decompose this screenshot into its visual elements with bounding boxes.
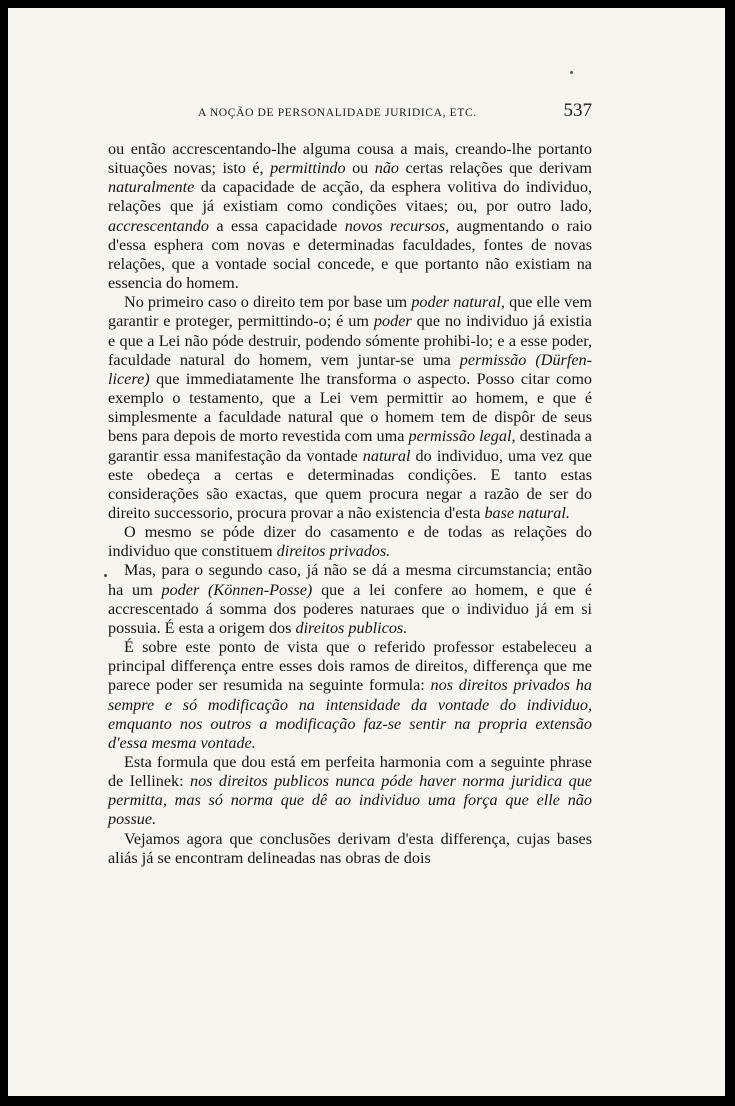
text-segment: que elle vem garantir e proteger, permittindo-o; é um [108, 293, 593, 331]
page-number: 537 [563, 100, 592, 121]
paragraph [108, 140, 592, 293]
text-segment: da capacidade de acção, da esphera volitiva do individuo, relações que já existiam como condições vitaes; ou, por outro lado, [108, 178, 592, 216]
text-segment: Mas, para o segundo caso, já não se dá a mesma circumstancia; então ha um [108, 561, 592, 599]
text-segment: ou então accrescentando-lhe alguma cousa a mais, creando-lhe portanto situações novas; isto é, [108, 140, 592, 178]
text-segment: Esta formula que dou está em perfeita harmonia com a seguinte phrase de Iellinek: [108, 753, 592, 791]
italic-text: poder (Können-Posse) [161, 580, 313, 599]
running-title: A NOÇÃO DE PERSONALIDADE JURIDICA, ETC. [198, 106, 477, 119]
text-segment: O mesmo se póde dizer do casamento e de todas as relações do individuo que constituem [108, 523, 592, 561]
text-segment: É sobre este ponto de vista que o referido professor estabeleceu a principal differença entre esses dois ramos de direitos, differença que me parece poder ser resumida na seguinte formula: [108, 638, 592, 695]
italic-text: novos recursos, [344, 216, 450, 235]
paragraph [108, 638, 592, 753]
body-text [108, 140, 592, 868]
text-segment: certas relações que derivam [399, 159, 593, 178]
italic-text: nos direitos publicos nunca póde haver norma juridica que permitta, mas só norma que dê ao individuo uma força que elle não possue. [108, 772, 592, 829]
text-segment: ou [345, 159, 375, 178]
book-page [8, 8, 725, 1096]
italic-text: accrescentando [108, 216, 209, 235]
text-segment: que a lei confere ao homem, e que é accrescentado á somma dos poderes naturaes que o individuo já em si possuia. É esta a origem dos [108, 580, 593, 637]
text-segment: augmentando o raio d'essa esphera com novas e determinadas faculdades, fontes de novas relações, que a vontade social concede, e que portanto não existiam na essencia do homem. [108, 216, 593, 293]
italic-text: nos direitos privados ha sempre e só modificação na intensidade da vontade do individuo, emquanto nos outros a modificação faz-se sentir na propria extensão d'essa mesma vontade. [108, 676, 592, 752]
italic-text: poder [373, 312, 412, 331]
text-segment: que immediatamente lhe transforma o aspecto. Posso citar como exemplo o testamento, que a Lei vem permittir ao homem, e que é simplesmente a faculdade natural que o homem tem de dispôr de seus bens para depois de morto revestida com uma [108, 369, 592, 446]
margin-mark [104, 574, 107, 577]
italic-text: naturalmente [108, 178, 195, 197]
text-segment: que no individuo já existia e que a Lei não póde destruir, podendo sómente prohibi-lo; e a esse poder, faculdade natural do homem, vem juntar-se uma [108, 312, 592, 369]
italic-text: permissão (Dürfen-licere) [108, 350, 593, 388]
italic-text: direitos privados. [276, 542, 391, 561]
italic-text: poder natural, [411, 293, 505, 312]
text-segment: do individuo, uma vez que este obedeça a certas e determinadas condições. E tanto estas considerações são exactas, que quem procura negar a razão de ser do direito successorio, procura provar a não existencia d'esta [108, 446, 592, 522]
text-segment: No primeiro caso o direito tem por base um [124, 293, 412, 312]
italic-text: permissão legal, [408, 427, 516, 446]
paragraph [108, 523, 592, 561]
italic-text: base natural. [484, 503, 570, 522]
paragraph [108, 293, 592, 523]
speck-mark [570, 71, 573, 74]
italic-text: direitos publicos. [295, 618, 408, 637]
text-segment: Vejamos agora que conclusões derivam d'esta differença, cujas bases aliás já se encontram delineadas nas obras de dois [108, 829, 592, 867]
text-segment: a essa capacidade [208, 216, 345, 235]
italic-text: não [374, 159, 399, 178]
paragraph [108, 830, 592, 868]
italic-text: permittindo [270, 159, 346, 178]
paragraph [108, 753, 592, 830]
italic-text: natural [362, 446, 411, 465]
page-header [106, 100, 592, 124]
text-segment: destinada a garantir essa manifestação da vontade [108, 427, 592, 465]
paragraph [108, 561, 592, 638]
